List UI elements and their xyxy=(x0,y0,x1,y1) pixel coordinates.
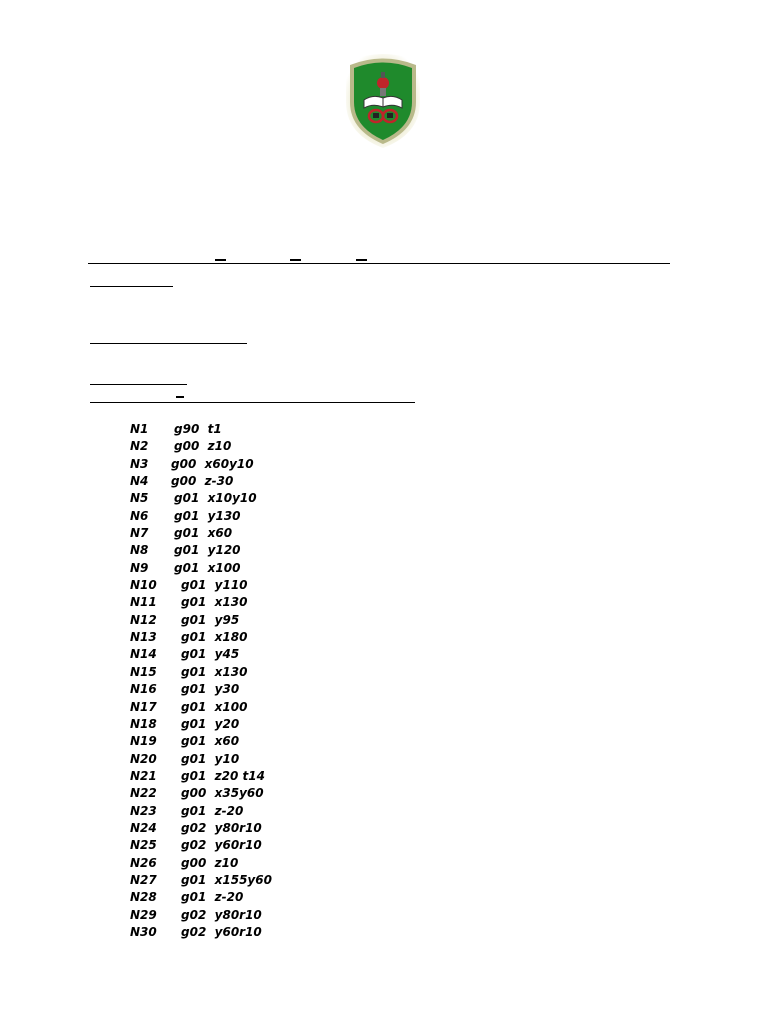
gcode-command: g01 x60 xyxy=(181,734,240,749)
line-number: N26 xyxy=(130,855,157,870)
gcode-command: g01 x100 xyxy=(174,560,241,575)
gcode-command: g01 y10 xyxy=(181,751,240,766)
line-number: N2 xyxy=(130,439,149,454)
underline-mark xyxy=(356,259,367,261)
gcode-command: g01 x130 xyxy=(181,595,248,610)
gcode-command: g01 y130 xyxy=(174,508,241,523)
line-number: N25 xyxy=(130,838,157,853)
line-number: N7 xyxy=(130,526,149,541)
line-number: N15 xyxy=(130,664,157,679)
underline-mark xyxy=(215,259,226,261)
line-number: N22 xyxy=(130,786,157,801)
header-rule xyxy=(88,263,670,264)
gcode-command: g00 x60y10 xyxy=(171,456,254,471)
gcode-command: g90 t1 xyxy=(174,422,222,436)
line-number: N4 xyxy=(130,474,149,489)
gcode-command: g01 x180 xyxy=(181,630,248,645)
line-number: N23 xyxy=(130,803,157,818)
line-number: N13 xyxy=(130,630,157,645)
line-number: N11 xyxy=(130,595,157,610)
underline-rule xyxy=(90,384,187,385)
underline-mark xyxy=(176,396,184,398)
gcode-command: g00 z10 xyxy=(181,855,239,870)
gcode-command: g02 y80r10 xyxy=(181,820,262,835)
university-crest-icon xyxy=(338,50,428,150)
underline-rule xyxy=(90,343,247,344)
line-number: N3 xyxy=(130,456,149,471)
gcode-command: g01 z20 t14 xyxy=(181,768,265,783)
line-number: N14 xyxy=(130,647,157,662)
line-number: N20 xyxy=(130,751,157,766)
gcode-command: g01 y45 xyxy=(181,647,240,662)
underline-mark xyxy=(290,259,301,261)
gcode-command: g01 y20 xyxy=(181,716,240,731)
line-number: N27 xyxy=(130,872,157,887)
line-number: N19 xyxy=(130,734,157,749)
line-number: N18 xyxy=(130,716,157,731)
line-number: N28 xyxy=(130,890,157,905)
gcode-command: g01 x10y10 xyxy=(174,491,257,506)
gcode-command: g01 x100 xyxy=(181,699,248,714)
gcode-command: g00 x35y60 xyxy=(181,786,264,801)
gcode-command: g01 y95 xyxy=(181,612,240,627)
line-number: N24 xyxy=(130,820,157,835)
gcode-command: g01 x60 xyxy=(174,526,233,541)
line-number: N10 xyxy=(130,578,157,593)
gcode-command: g02 y80r10 xyxy=(181,907,262,922)
gcode-command: g01 z-20 xyxy=(181,890,244,905)
line-number: N12 xyxy=(130,612,157,627)
gcode-command: g01 y110 xyxy=(181,578,248,593)
line-number: N30 xyxy=(130,924,157,939)
gcode-command: g01 x130 xyxy=(181,664,248,679)
underline-rule xyxy=(90,402,415,403)
gcode-command: g02 y60r10 xyxy=(181,838,262,853)
line-number: N6 xyxy=(130,508,149,523)
line-number: N5 xyxy=(130,491,149,506)
gcode-command: g01 y120 xyxy=(174,543,241,558)
gcode-command: g00 z10 xyxy=(174,439,232,454)
line-number: N29 xyxy=(130,907,157,922)
gcode-command: g01 y30 xyxy=(181,682,240,697)
gcode-command: g02 y60r10 xyxy=(181,924,262,939)
line-number: N8 xyxy=(130,543,149,558)
gcode-command: g01 x155y60 xyxy=(181,872,272,887)
line-number: N17 xyxy=(130,699,157,714)
line-number: N21 xyxy=(130,768,157,783)
gcode-command: g01 z-20 xyxy=(181,803,244,818)
line-number: N9 xyxy=(130,560,149,575)
line-number: N16 xyxy=(130,682,157,697)
underline-rule xyxy=(90,286,173,287)
gcode-command: g00 z-30 xyxy=(171,474,234,489)
line-number: N1 xyxy=(130,422,149,436)
